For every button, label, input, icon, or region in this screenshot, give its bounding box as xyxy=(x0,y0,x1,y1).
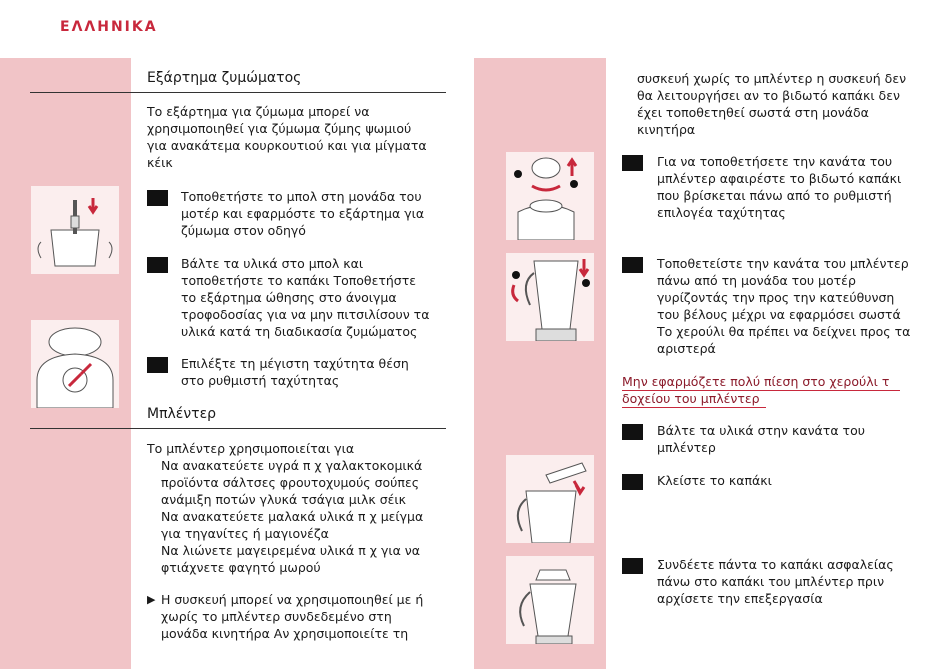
step-marker xyxy=(622,257,643,273)
blender-step-4: Κλείστε το καπάκι xyxy=(657,473,772,488)
speed-dial-illustration xyxy=(31,320,119,408)
blender-jar-illustration xyxy=(506,253,594,341)
language-header: ΕΛΛΗΝΙΚΑ xyxy=(60,19,158,35)
blender-step-2: Τοποθετείστε την κανάτα του μπλέντερ πάνω από τη μονάδα του μοτέρ γυρίζοντάς την προς την κατεύθυνση του βέλους μέχρι να εφαρμόσει σωστά Το χερούλι θα πρέπει να δείχνει προς τα αριστερά xyxy=(657,256,911,356)
bullet-note: Η συσκευή μπορεί να χρησιμοποιηθεί με ή χωρίς το μπλέντερ συνδεδεμένο στη μονάδα κινητήρα Αν χρησιμοποιείτε τη xyxy=(161,592,424,641)
step-marker xyxy=(622,474,643,490)
blender-step-5: Συνδέετε πάντα το καπάκι ασφαλείας πάνω στο καπάκι του μπλέντερ πριν αρχίσετε την επεξεργασία xyxy=(657,557,894,606)
step-marker xyxy=(622,558,643,574)
step-marker xyxy=(622,155,643,171)
kneading-step-3: Επιλέξτε τη μέγιστη ταχύτητα θέση στο ρυθμιστή ταχύτητας xyxy=(181,356,409,388)
divider xyxy=(30,428,446,429)
blender-jar-icon xyxy=(506,253,594,341)
blender-step-1: Για να τοποθετήσετε την κανάτα του μπλέντερ αφαιρέστε το βιδωτό καπάκι που βρίσκεται πάνω από το ρυθμιστή επιλογέα ταχύτητας xyxy=(657,154,902,220)
step-marker xyxy=(147,357,168,373)
speed-dial-icon xyxy=(31,320,119,408)
warning-underline xyxy=(622,390,900,391)
bullet-arrow-icon: ▶ xyxy=(147,593,156,606)
step-marker xyxy=(147,190,168,206)
kneading-step-1: Τοποθετήστε το μπολ στη μονάδα του μοτέρ και εφαρμόστε το εξάρτημα για ζύμωμα στον οδηγό xyxy=(181,189,425,238)
mixer-bowl-illustration xyxy=(31,186,119,274)
blender-title: Μπλέντερ xyxy=(147,406,217,422)
screw-cap-illustration xyxy=(506,152,594,240)
kneading-intro: Το εξάρτημα για ζύμωμα μπορεί να χρησιμοποιηθεί για ζύμωμα ζύμης ψωμιού για ανακάτεμα κουρκουτιού και για μίγματα κέικ xyxy=(147,104,427,170)
blender-step-3: Βάλτε τα υλικά στην κανάτα του μπλέντερ xyxy=(657,423,865,455)
lid-illustration xyxy=(506,455,594,543)
step-marker xyxy=(622,424,643,440)
safety-lid-icon xyxy=(506,556,594,644)
continued-text: συσκευή χωρίς το μπλέντερ η συσκευή δεν θα λειτουργήσει αν το βιδωτό καπάκι δεν έχει τοποθετηθεί σωστά στη μονάδα κινητήρα xyxy=(637,71,907,137)
warning-note: Μην εφαρμόζετε πολύ πίεση στο χερούλι τ δοχείου του μπλέντερ xyxy=(622,374,890,406)
step-marker xyxy=(147,257,168,273)
divider xyxy=(30,92,446,93)
lid-icon xyxy=(506,455,594,543)
blender-intro: Το μπλέντερ χρησιμοποιείται για xyxy=(147,441,355,456)
blender-uses-list: Να ανακατεύετε υγρά π χ γαλακτοκομικά προϊόντα σάλτσες φρουτοχυμούς σούπες ανάμιξη ποτών γλυκά τσάγια μιλκ σέικ Να ανακατεύετε μαλακά υλικά π χ μείγμα για τηγανίτες ή μαγιονέζα Να λιώνετε μαγειρεμένα υλικά π χ για να φτιάχνετε φαγητό μωρού xyxy=(161,458,424,575)
safety-lid-illustration xyxy=(506,556,594,644)
kneading-title: Εξάρτημα ζυμώματος xyxy=(147,70,302,86)
mixer-bowl-icon xyxy=(31,186,119,274)
warning-underline xyxy=(622,407,766,408)
screw-cap-icon xyxy=(506,152,594,240)
kneading-step-2: Βάλτε τα υλικά στο μπολ και τοποθετήστε το καπάκι Τοποθετήστε το εξάρτημα ώθησης στο άνοιγμα τροφοδοσίας για να μην πιτσιλίσουν τα υλικά κατά τη διαδικασία ζυμώματος xyxy=(181,256,430,339)
